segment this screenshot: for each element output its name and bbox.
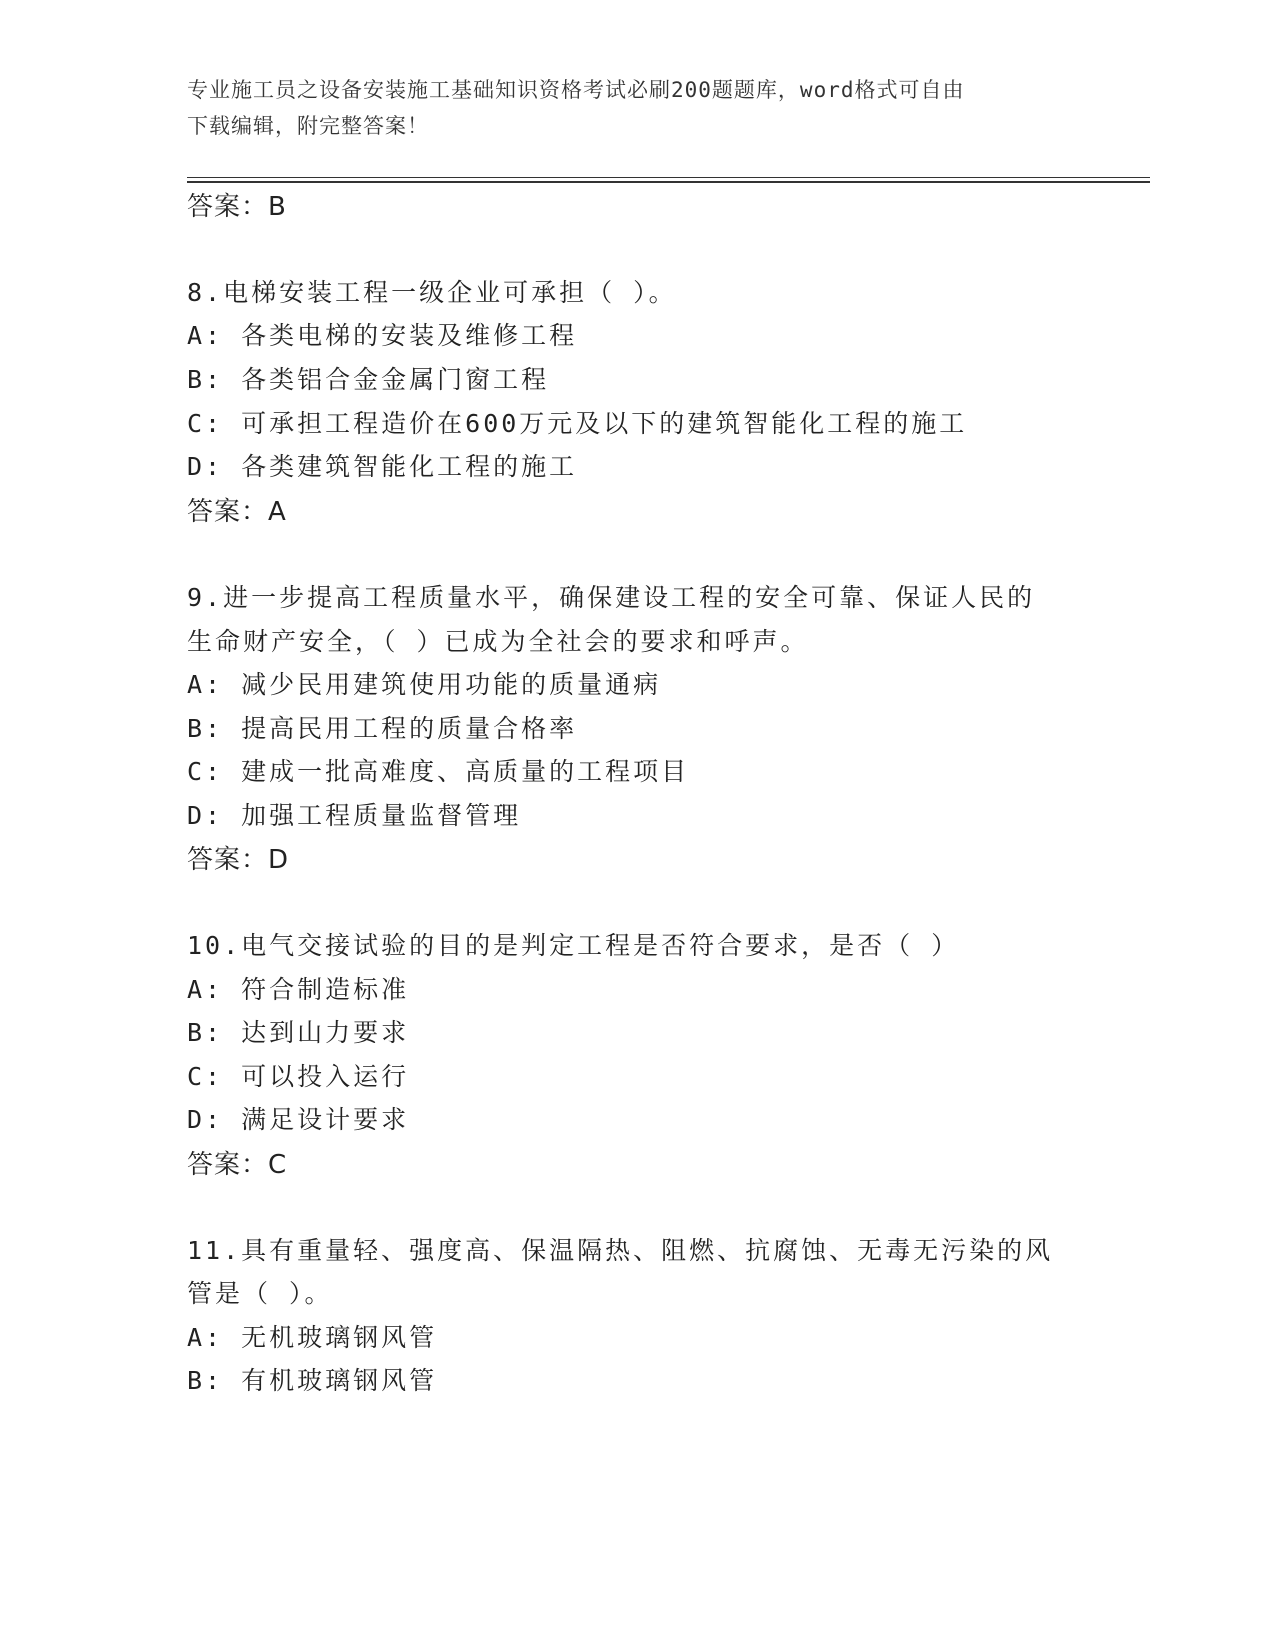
question-11-option-a: A: 无机玻璃钢风管 [187,1323,438,1352]
question-8-option-d: D: 各类建筑智能化工程的施工 [187,452,578,481]
question-10-option-b: B: 达到山力要求 [187,1018,410,1047]
question-10-stem: 10.电气交接试验的目的是判定工程是否符合要求，是否（ ） [187,931,960,960]
question-9-answer: 答案：D [187,845,290,875]
question-9-option-d: D: 加强工程质量监督管理 [187,801,522,830]
question-9-option-a: A: 减少民用建筑使用功能的质量通病 [187,670,662,699]
document-header [187,72,1087,144]
question-11-option-b: B: 有机玻璃钢风管 [187,1366,438,1395]
question-8-option-b: B: 各类铝合金金属门窗工程 [187,365,550,394]
question-9-option-b: B: 提高民用工程的质量合格率 [187,714,578,743]
header-divider-thick [187,181,1150,183]
question-9-stem-line-1: 9.进一步提高工程质量水平，确保建设工程的安全可靠、保证人民的 [187,583,1036,612]
question-8-option-c: C: 可承担工程造价在600万元及以下的建筑智能化工程的施工 [187,409,968,438]
header-line-1: 专业施工员之设备安装施工基础知识资格考试必刷200题题库，word格式可自由 [187,78,965,102]
question-9-stem-line-2: 生命财产安全，（ ）已成为全社会的要求和呼声。 [187,627,809,656]
question-10-option-d: D: 满足设计要求 [187,1105,410,1134]
question-11-stem-line-1: 11.具有重量轻、强度高、保温隔热、阻燃、抗腐蚀、无毒无污染的风 [187,1236,1054,1265]
question-11-stem-line-2: 管是（ ）。 [187,1279,333,1308]
question-10-option-a: A: 符合制造标准 [187,975,410,1004]
header-line-2: 下载编辑，附完整答案！ [187,114,429,138]
question-9-option-c: C: 建成一批高难度、高质量的工程项目 [187,757,690,786]
question-8-option-a: A: 各类电梯的安装及维修工程 [187,321,578,350]
answer-previous: 答案：B [187,192,287,222]
header-divider-thin [187,177,1150,178]
question-10-option-c: C: 可以投入运行 [187,1062,410,1091]
question-10-answer: 答案：C [187,1150,288,1180]
question-8-answer: 答案：A [187,497,287,527]
question-8-stem: 8.电梯安装工程一级企业可承担（ ）。 [187,278,677,307]
